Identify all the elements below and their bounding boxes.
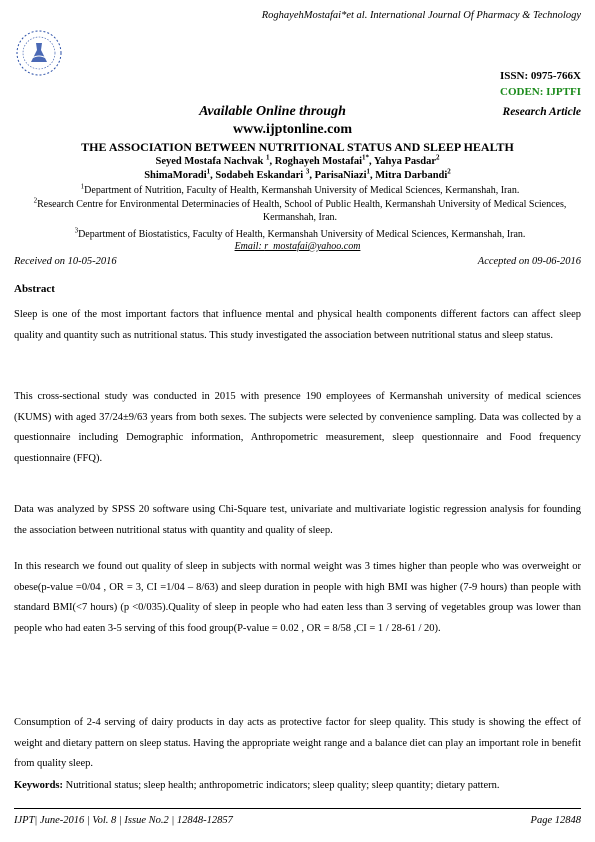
running-header: RoghayehMostafai*et al. International Journal Of Pharmacy & Technology: [261, 10, 581, 21]
affiliation-sup: 1: [80, 182, 85, 191]
author-sup: 2: [447, 167, 451, 176]
authors-line-2: [0, 167, 595, 181]
keywords-label: Keywords:: [14, 780, 63, 791]
author-name: , Yahya Pasdar: [369, 156, 436, 167]
affiliation-text: Department of Nutrition, Faculty of Health, Kermanshah University of Medical Sciences, Kermanshah, Iran.: [84, 185, 520, 196]
affiliation-sup: 2: [33, 196, 38, 205]
author-name: ShimaMoradi: [144, 170, 207, 181]
author-sup: 1: [206, 167, 211, 176]
page-number: Page 12848: [530, 815, 581, 826]
email-label: Email:: [234, 241, 265, 252]
affiliation-3: [30, 228, 570, 241]
author-sup: 3: [305, 167, 310, 176]
affiliation-text: Department of Biostatistics, Faculty of Health, Kermanshah University of Medical Sciences, Kermanshah, Iran.: [78, 229, 526, 240]
footer-divider: [14, 808, 581, 809]
email-line: [0, 241, 595, 252]
accepted-date: Accepted on 09-06-2016: [477, 256, 581, 267]
abstract-paragraph: This cross-sectional study was conducted in 2015 with presence 190 employees of Kermanshah university of medical sciences (KUMS) with aged 37/24±9/63 years from both sexes. The subjects were selected by convenience sampling. Data was collected by a questionnaire including Demographic information, Anthropometric measurement, sleep questionnaire and Food frequency questionnaire (FFQ).: [14, 391, 581, 464]
author-sup: 2: [436, 153, 440, 162]
keywords: [14, 776, 581, 797]
coden: CODEN: IJPTFI: [500, 86, 581, 98]
author-sup: 1: [366, 167, 370, 176]
affiliation-sup: 3: [74, 226, 79, 235]
received-date: Received on 10-05-2016: [14, 256, 117, 267]
author-sup: 1*: [362, 153, 369, 162]
email-link[interactable]: r_mostafai@yahoo.com: [264, 241, 361, 252]
author-name: , Sodabeh Eskandari: [210, 170, 306, 181]
authors-line-1: [0, 153, 595, 167]
paper-title: THE ASSOCIATION BETWEEN NUTRITIONAL STATUS AND SLEEP HEALTH: [81, 140, 514, 154]
abstract-paragraph: In this research we found out quality of sleep in subjects with normal weight was 3 times higher than people who was overweight or obese(p-value =0/04 , OR = 3, CI =1/04 – 8/63) and sleep duration in people with high BMI was higher (7-9 hours) than people with standard BMI(<7 hours) (p <0/035).Quality of sleep in people who had eaten less than 3 serving of vegetables group was lower than people who had eaten 3-5 serving of this food group(P-value = 0.02 , OR = 8/58 ,CI = 1 / 28-61 / 20).: [14, 561, 581, 634]
article-type: Research Article: [502, 106, 581, 118]
keywords-text: Nutritional status; sleep health; anthropometric indicators; sleep quality; sleep quantity; dietary pattern.: [63, 780, 500, 791]
abstract-paragraph: Data was analyzed by SPSS 20 software using Chi-Square test, univariate and multivariate logistic regression analysis for founding the association between nutritional status with quantity and quality of sleep.: [14, 504, 581, 536]
available-online: Available Online through: [199, 104, 346, 119]
author-name: Seyed Mostafa Nachvak: [155, 156, 267, 167]
abstract-heading: Abstract: [14, 283, 55, 295]
affiliation-1: [30, 184, 570, 197]
abstract-paragraph: Consumption of 2-4 serving of dairy products in day acts as protective factor for sleep quality. This study is showing the effect of weight and dietary pattern on sleep status. Having the appropriate weight range and a balance diet can play an important role in benefit from quality sleep.: [14, 717, 581, 769]
journal-website-link[interactable]: www.ijptonline.com: [233, 122, 352, 137]
author-name: , Mitra Darbandi: [370, 170, 448, 181]
affiliation-2: [30, 198, 570, 224]
author-name: , ParisaNiazi: [309, 170, 367, 181]
affiliation-text: Research Centre for Environmental Determinacies of Health, School of Public Health, Kermanshah University of Medical Sciences, Kermanshah, Iran.: [37, 199, 567, 223]
journal-seal-logo: [14, 28, 64, 78]
issn: ISSN: 0975-766X: [500, 70, 581, 82]
author-name: , Roghayeh Mostafai: [269, 156, 362, 167]
abstract-paragraph: Sleep is one of the most important factors that influence mental and physical health components different factors can affect sleep quality and quantity such as nutritional status. This study investigated the association between nutritional status and sleep status.: [14, 309, 581, 341]
footer-citation: IJPT| June-2016 | Vol. 8 | Issue No.2 | 12848-12857: [14, 815, 233, 826]
author-sup: 1: [266, 153, 270, 162]
